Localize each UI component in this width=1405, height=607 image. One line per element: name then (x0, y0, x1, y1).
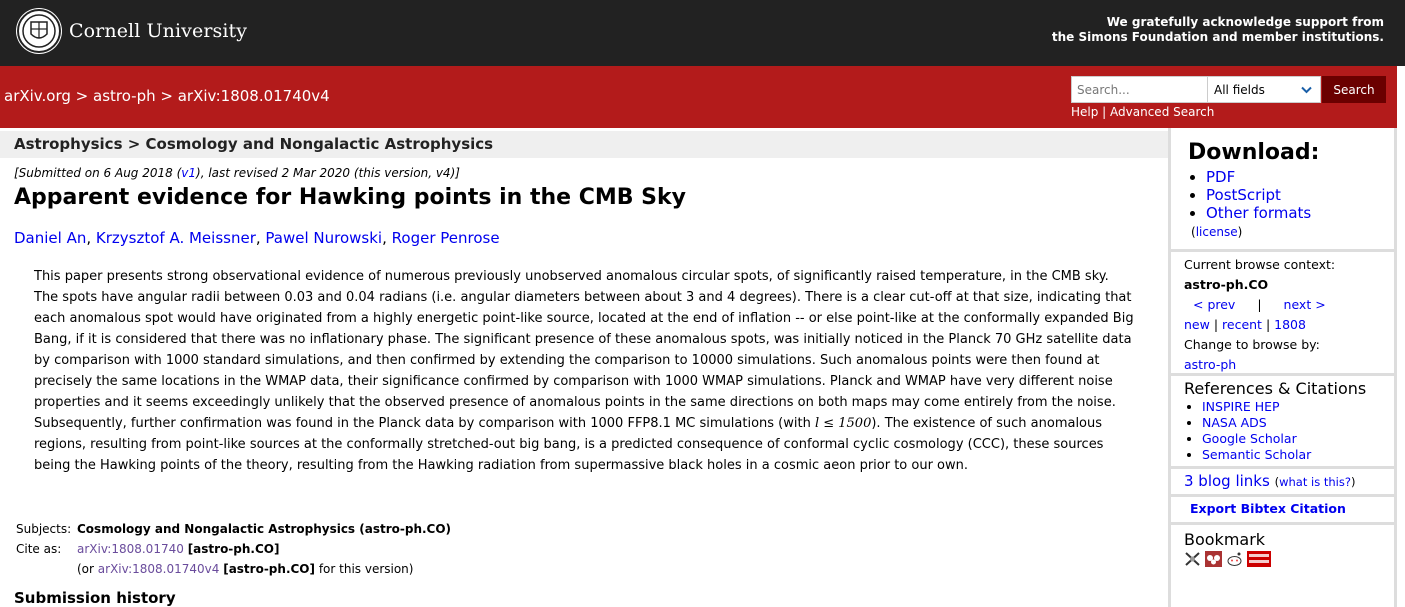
submission-history-heading: Submission history (14, 589, 176, 607)
author-link[interactable]: Pawel Nurowski (265, 229, 383, 247)
reference-item (1202, 415, 1394, 431)
prev-link[interactable]: < prev (1193, 297, 1236, 312)
other-formats-link[interactable]: Other formats (1206, 204, 1312, 222)
help-link[interactable]: Help (1071, 105, 1099, 119)
version-1-link[interactable]: v1 (181, 166, 197, 180)
metadata-table (16, 519, 451, 579)
chevron-down-icon (1301, 83, 1312, 97)
browse-context-section (1171, 252, 1394, 376)
context-value: astro-ph.CO (1184, 277, 1269, 292)
blog-links-section: 3 blog links (what is this?) (1171, 469, 1394, 497)
context-label: Current browse context: (1184, 257, 1336, 272)
breadcrumb-sep: > (155, 87, 178, 105)
pdf-link[interactable]: PDF (1206, 168, 1236, 186)
link-separator: | (1098, 105, 1111, 119)
reference-item (1202, 399, 1394, 415)
what-is-this-link[interactable]: what is this? (1279, 475, 1351, 489)
abstract-math: l ≤ 1500 (814, 416, 872, 431)
sciencewise-icon[interactable] (1247, 551, 1264, 567)
bookmark-icons (1184, 551, 1394, 567)
cite-version-category: [astro-ph.CO] (223, 562, 315, 576)
abstract-text: ). The existence of such anomalous regions, resulting from point-like sources at the conformally stretched-out big bang, is a predicted consequence of conformal cyclic cosmology (CCC), these sources being the Hawking points of the theory, resulting from the Hawking radiation from supermassive black holes in a cosmic aeon prior to our own. (34, 416, 1104, 473)
search-input[interactable]: Search... (1071, 76, 1208, 103)
subject-header: Astrophysics > Cosmology and Nongalactic Astrophysics (0, 131, 1168, 158)
new-link[interactable]: new (1184, 317, 1210, 332)
pipe-separator: | (1257, 297, 1262, 312)
next-link[interactable]: next > (1283, 297, 1326, 312)
format-item (1206, 186, 1394, 204)
year-link[interactable]: 1808 (1274, 317, 1306, 332)
breadcrumb (4, 87, 330, 105)
mendeley-icon[interactable] (1205, 551, 1222, 567)
browse-links-row: new | recent | 1808 (1184, 317, 1306, 332)
top-banner (0, 0, 1405, 66)
search-field-value: All fields (1214, 82, 1265, 97)
inspire-hep-link[interactable]: INSPIRE HEP (1202, 399, 1280, 414)
header-bar (0, 66, 1397, 128)
search-button[interactable]: Search (1322, 76, 1386, 103)
breadcrumb-paper: arXiv:1808.01740v4 (177, 87, 330, 105)
subjects-row (16, 519, 451, 539)
breadcrumb-arxiv[interactable]: arXiv.org (4, 87, 71, 105)
references-section (1171, 376, 1394, 469)
cite-label: Cite as: (16, 542, 62, 556)
submission-dates (14, 166, 460, 180)
author-link[interactable]: Daniel An (14, 229, 87, 247)
bibsonomy-icon[interactable] (1184, 551, 1201, 567)
cornell-seal-icon (16, 8, 62, 54)
download-title: Download: (1188, 140, 1320, 165)
format-list (1188, 168, 1394, 222)
submitted-post: ), last revised 2 Mar 2020 (this version, v4)] (196, 166, 460, 180)
bibtex-section (1171, 497, 1394, 525)
paper-title: Apparent evidence for Hawking points in the CMB Sky (14, 185, 686, 210)
license: (license) (1191, 225, 1243, 239)
breadcrumb-category[interactable]: astro-ph (93, 87, 156, 105)
reference-item (1202, 447, 1394, 463)
acknowledgement (1052, 15, 1384, 45)
cite-or: (or (77, 562, 98, 576)
format-item (1206, 204, 1394, 222)
cite-version-link[interactable]: arXiv:1808.01740v4 (97, 562, 220, 576)
submitted-pre: [Submitted on 6 Aug 2018 ( (14, 166, 182, 180)
ack-line-1: We gratefully acknowledge support from (1106, 15, 1384, 29)
recent-link[interactable]: recent (1222, 317, 1262, 332)
sidebar (1168, 128, 1397, 607)
cite-version-row (16, 559, 451, 579)
bookmark-section (1171, 525, 1394, 567)
author-link[interactable]: Roger Penrose (391, 229, 500, 247)
format-item (1206, 168, 1394, 186)
references-title: References & Citations (1184, 379, 1367, 398)
search-form (1071, 76, 1386, 103)
subjects-value: Cosmology and Nongalactic Astrophysics (astro-ph.CO) (77, 522, 452, 536)
semantic-scholar-link[interactable]: Semantic Scholar (1202, 447, 1312, 462)
abstract-text: This paper presents strong observational evidence of numerous previously unobserved anomalous circular spots, of significantly raised temperature, in the CMB sky. The spots have angular radii between 0.03 and 0.04 radians (i.e. angular diameters between about 3 and 4 degrees). There is a clear cut-off at that size, indicating that each anomalous spot would have originated from a highly energetic point-like source, located at the end of inflation -- or else point-like at the conformally expanded Big Bang, if it is considered that there was no inflationary phase. The significant presence of these anomalous spots, was initially noticed in the Planck 70 GHz satellite data by comparison with 1000 standard simulations, and then confirmed by extending the comparison to 10000 simulations. Such anomalous points were then found at precisely the same locations in the WMAP data, their significance confirmed by comparison with 1000 WMAP simulations. Planck and WMAP have very different noise properties and it seems exceedingly unlikely that the observed presence of anomalous points in the same directions on both maps may come entirely from the noise. Subsequently, further confirmation was found in the Planck data by comparison with 1000 FFP8.1 MC simulations (with (34, 269, 1134, 431)
references-list (1184, 399, 1394, 463)
cite-category: [astro-ph.CO] (187, 542, 280, 556)
bookmark-title: Bookmark (1184, 530, 1266, 549)
cite-row (16, 539, 451, 559)
license-link[interactable]: license (1195, 225, 1238, 239)
nasa-ads-link[interactable]: NASA ADS (1202, 415, 1267, 430)
university-name: Cornell University (69, 20, 248, 42)
blog-links-link[interactable]: 3 blog links (1184, 472, 1270, 490)
author-list: Daniel An, Krzysztof A. Meissner, Pawel Nurowski, Roger Penrose (14, 229, 500, 247)
subjects-label: Subjects: (16, 522, 72, 536)
change-browse-label: Change to browse by: (1184, 337, 1320, 352)
change-browse-link[interactable]: astro-ph (1184, 357, 1237, 372)
reference-item (1202, 431, 1394, 447)
export-bibtex-link[interactable]: Export Bibtex Citation (1190, 501, 1346, 516)
advanced-search-link[interactable]: Advanced Search (1110, 105, 1215, 119)
abstract (34, 266, 1134, 476)
ack-line-2: the Simons Foundation and member institutions. (1051, 30, 1384, 44)
search-field-select[interactable] (1208, 76, 1321, 103)
postscript-link[interactable]: PostScript (1206, 186, 1281, 204)
author-link[interactable]: Krzysztof A. Meissner (95, 229, 256, 247)
help-links (1071, 105, 1214, 119)
breadcrumb-sep: > (70, 87, 93, 105)
cite-version-post: for this version) (315, 562, 414, 576)
cite-link[interactable]: arXiv:1808.01740 (77, 542, 184, 556)
google-scholar-link[interactable]: Google Scholar (1202, 431, 1297, 446)
reddit-icon[interactable] (1226, 551, 1243, 567)
prev-next-row (1184, 295, 1394, 315)
cornell-logo[interactable] (16, 8, 247, 54)
download-section (1171, 128, 1394, 252)
